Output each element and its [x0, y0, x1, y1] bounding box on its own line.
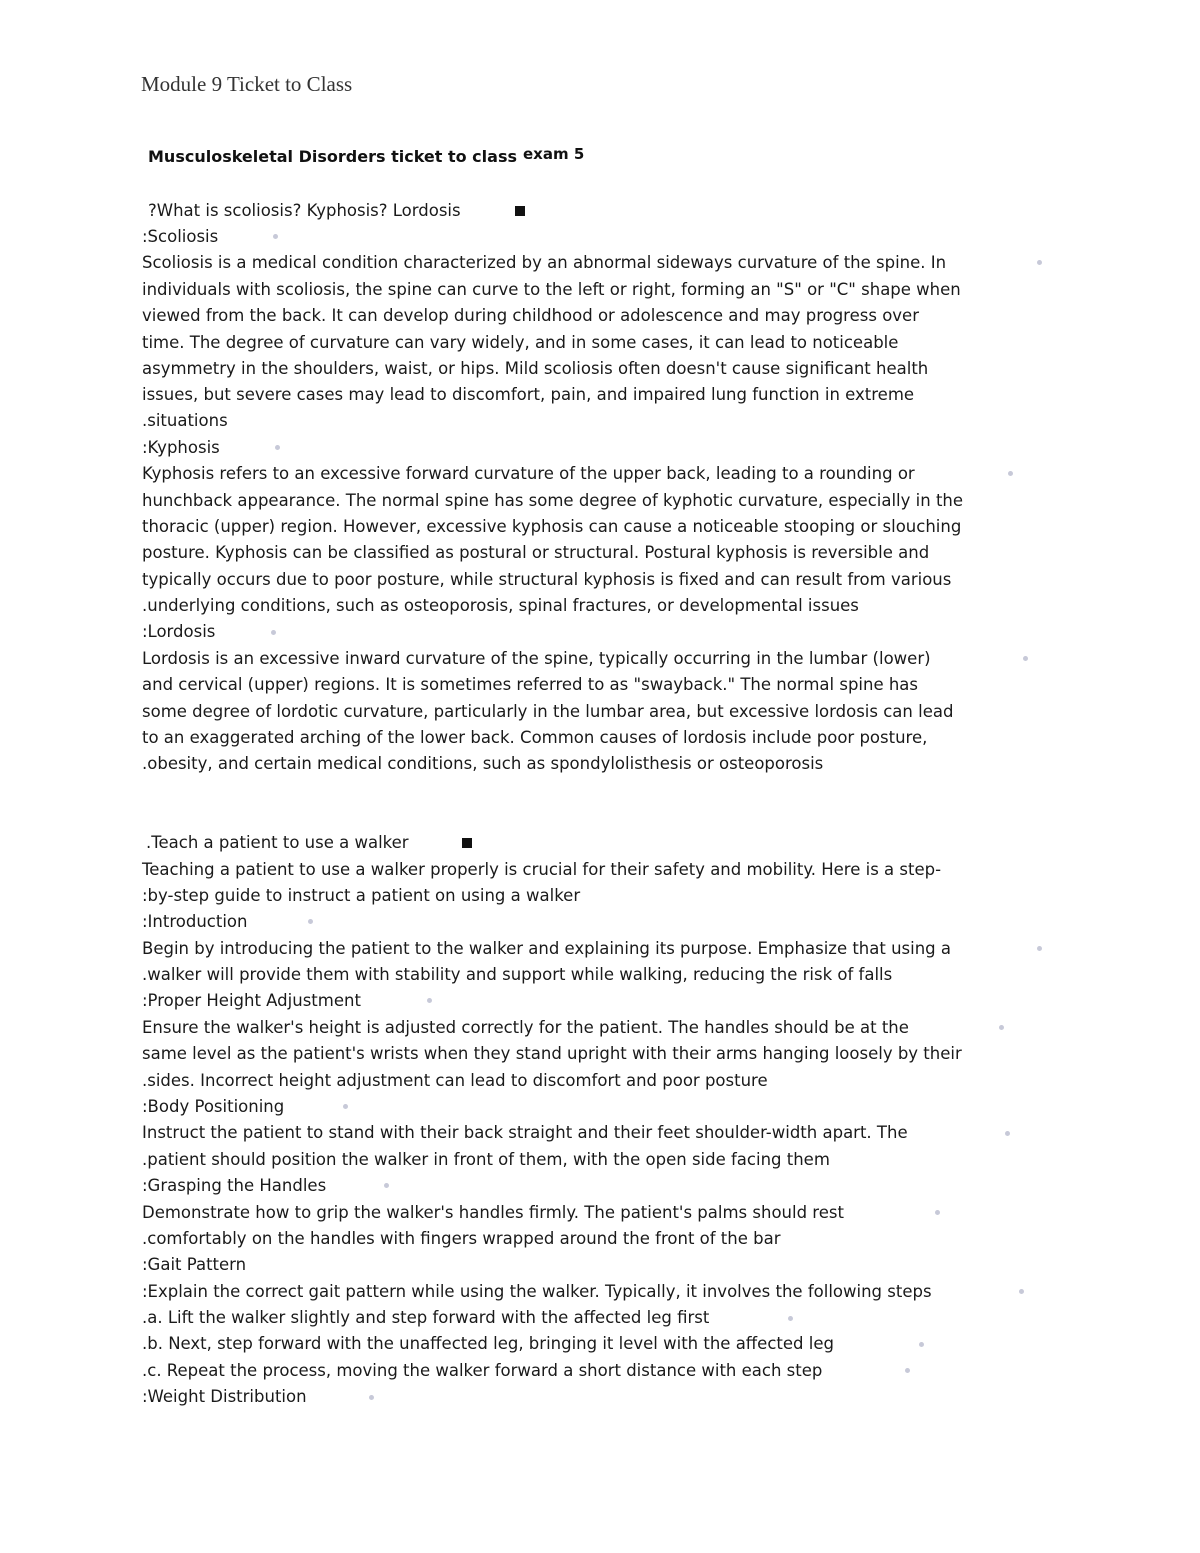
height-text-line: .sides. Incorrect height adjustment can lead to discomfort and poor posture	[142, 1071, 768, 1090]
bullet-dot-icon	[273, 234, 278, 239]
page-header-title: Module 9 Ticket to Class	[141, 72, 353, 96]
gait-heading: :Gait Pattern	[142, 1255, 247, 1274]
gait-step-line: .c. Repeat the process, moving the walker forward a short distance with each step	[142, 1361, 823, 1380]
bullet-dot-icon	[369, 1395, 374, 1400]
bullet-dot-icon	[1037, 260, 1042, 265]
document-title	[148, 147, 584, 166]
gait-text-line: :Explain the correct gait pattern while using the walker. Typically, it involves the following steps	[142, 1282, 932, 1301]
lordosis-text-line: to an exaggerated arching of the lower back. Common causes of lordosis include poor posture,	[142, 728, 928, 747]
scoliosis-text-line: Scoliosis is a medical condition characterized by an abnormal sideways curvature of the spine. In	[142, 253, 947, 272]
gait-step-line: .a. Lift the walker slightly and step forward with the affected leg first	[142, 1308, 710, 1327]
section1-question: ?What is scoliosis? Kyphosis? Lordosis	[148, 201, 461, 220]
introduction-heading: :Introduction	[142, 912, 248, 931]
grasping-heading: :Grasping the Handles	[142, 1176, 327, 1195]
lordosis-text-line: and cervical (upper) regions. It is sometimes referred to as "swayback." The normal spine has	[142, 675, 919, 694]
height-heading: :Proper Height Adjustment	[142, 991, 361, 1010]
bullet-dot-icon	[343, 1104, 348, 1109]
kyphosis-heading: :Kyphosis	[142, 438, 220, 457]
height-text-line: same level as the patient's wrists when they stand upright with their arms hanging loosely by their	[142, 1044, 962, 1063]
kyphosis-text-line: posture. Kyphosis can be classified as postural or structural. Postural kyphosis is reversible and	[142, 543, 930, 562]
grasping-text-line: Demonstrate how to grip the walker's handles firmly. The patient's palms should rest	[142, 1203, 844, 1222]
document-title-main: Musculoskeletal Disorders ticket to class	[148, 147, 517, 166]
kyphosis-text-line: thoracic (upper) region. However, excessive kyphosis can cause a noticeable stooping or slouching	[142, 517, 962, 536]
kyphosis-text-line: Kyphosis refers to an excessive forward curvature of the upper back, leading to a rounding or	[142, 464, 915, 483]
walker-intro-line: :by-step guide to instruct a patient on using a walker	[142, 886, 581, 905]
introduction-text-line: .walker will provide them with stability and support while walking, reducing the risk of falls	[142, 965, 893, 984]
bullet-dot-icon	[905, 1368, 910, 1373]
bullet-dot-icon	[1005, 1131, 1010, 1136]
scoliosis-text-line: time. The degree of curvature can vary widely, and in some cases, it can lead to noticeable	[142, 333, 899, 352]
bullet-dot-icon	[275, 445, 280, 450]
bullet-dot-icon	[935, 1210, 940, 1215]
lordosis-text-line: .obesity, and certain medical conditions, such as spondylolisthesis or osteoporosis	[142, 754, 824, 773]
gait-step-line: .b. Next, step forward with the unaffected leg, bringing it level with the affected leg	[142, 1334, 834, 1353]
scoliosis-text-line: issues, but severe cases may lead to discomfort, pain, and impaired lung function in extreme	[142, 385, 915, 404]
bullet-dot-icon	[271, 630, 276, 635]
scoliosis-text-line: .situations	[142, 411, 228, 430]
kyphosis-text-line: hunchback appearance. The normal spine has some degree of kyphotic curvature, especially in the	[142, 491, 964, 510]
section2-question: .Teach a patient to use a walker	[146, 833, 409, 852]
grasping-text-line: .comfortably on the handles with fingers wrapped around the front of the bar	[142, 1229, 781, 1248]
bullet-square-icon	[515, 206, 525, 216]
scoliosis-text-line: asymmetry in the shoulders, waist, or hips. Mild scoliosis often doesn't cause significant health	[142, 359, 929, 378]
bullet-dot-icon	[919, 1342, 924, 1347]
bullet-dot-icon	[1037, 946, 1042, 951]
document-title-suffix: exam 5	[523, 145, 585, 163]
kyphosis-text-line: .underlying conditions, such as osteoporosis, spinal fractures, or developmental issues	[142, 596, 859, 615]
height-text-line: Ensure the walker's height is adjusted correctly for the patient. The handles should be at the	[142, 1018, 909, 1037]
lordosis-text-line: some degree of lordotic curvature, particularly in the lumbar area, but excessive lordosis can lead	[142, 702, 954, 721]
bullet-dot-icon	[1023, 656, 1028, 661]
bullet-dot-icon	[384, 1183, 389, 1188]
body-positioning-heading: :Body Positioning	[142, 1097, 285, 1116]
bullet-dot-icon	[788, 1316, 793, 1321]
scoliosis-heading: :Scoliosis	[142, 227, 219, 246]
kyphosis-text-line: typically occurs due to poor posture, while structural kyphosis is fixed and can result from various	[142, 570, 952, 589]
body-positioning-text-line: Instruct the patient to stand with their back straight and their feet shoulder-width apart. The	[142, 1123, 908, 1142]
bullet-square-icon	[462, 838, 472, 848]
scoliosis-text-line: individuals with scoliosis, the spine can curve to the left or right, forming an "S" or "C" shape when	[142, 280, 961, 299]
bullet-dot-icon	[999, 1025, 1004, 1030]
walker-intro-line: Teaching a patient to use a walker properly is crucial for their safety and mobility. Here is a step-	[142, 860, 942, 879]
scoliosis-text-line: viewed from the back. It can develop during childhood or adolescence and may progress over	[142, 306, 919, 325]
bullet-dot-icon	[427, 998, 432, 1003]
bullet-dot-icon	[308, 919, 313, 924]
lordosis-text-line: Lordosis is an excessive inward curvature of the spine, typically occurring in the lumbar (lower)	[142, 649, 931, 668]
bullet-dot-icon	[1019, 1289, 1024, 1294]
weight-distribution-heading: :Weight Distribution	[142, 1387, 307, 1406]
lordosis-heading: :Lordosis	[142, 622, 216, 641]
body-positioning-text-line: .patient should position the walker in front of them, with the open side facing them	[142, 1150, 830, 1169]
bullet-dot-icon	[1008, 471, 1013, 476]
introduction-text-line: Begin by introducing the patient to the walker and explaining its purpose. Emphasize that using a	[142, 939, 952, 958]
